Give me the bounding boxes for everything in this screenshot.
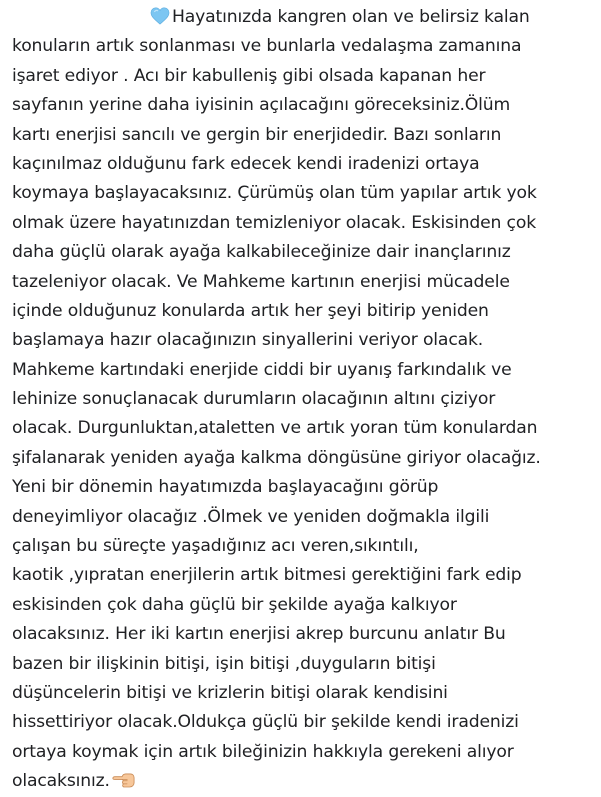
text-line bbox=[12, 3, 597, 32]
text-line: olacaksınız. Her iki kartın enerjisi akrep burcunu anlatır Bu bbox=[12, 624, 506, 645]
text-line: tazeleniyor olacak. Ve Mahkeme kartının enerjisi mücadele bbox=[12, 271, 510, 292]
text-line: bazen bir ilişkinin bitişi, işin bitişi ,duyguların bitişi bbox=[12, 653, 436, 674]
text-line: düşüncelerin bitişi ve krizlerin bitişi olarak kendisini bbox=[12, 682, 448, 703]
text-line bbox=[12, 767, 597, 796]
text-line: başlamaya hazır olacağınızın sinyallerini veriyor olacak. bbox=[12, 330, 484, 351]
blue-heart-icon bbox=[150, 7, 170, 25]
text-line: hissettiriyor olacak.Oldukça güçlü bir şekilde kendi iradenizi bbox=[12, 712, 519, 733]
text-line: Mahkeme kartındaki enerjide ciddi bir uyanış farkındalık ve bbox=[12, 359, 512, 380]
line-text: Hayatınızda kangren olan ve belirsiz kalan bbox=[172, 7, 530, 27]
text-line: koymaya başlayacaksınız. Çürümüş olan tüm yapılar artık yok bbox=[12, 183, 537, 204]
text-line: olacak. Durgunluktan,ataletten ve artık yoran tüm konulardan bbox=[12, 418, 538, 439]
text-line: ortaya koymak için artık bileğinizin hakkıyla gerekeni alıyor bbox=[12, 741, 514, 762]
line-text: olacaksınız. bbox=[12, 771, 110, 792]
post-text bbox=[12, 3, 597, 797]
text-line: işaret ediyor . Acı bir kabulleniş gibi olsada kapanan her bbox=[12, 65, 486, 86]
text-line: deneyimliyor olacağız .Ölmek ve yeniden doğmakla ilgili bbox=[12, 506, 490, 527]
text-line: şifalanarak yeniden ayağa kalkma döngüsüne giriyor olacağız. bbox=[12, 447, 541, 468]
text-line: konuların artık sonlanması ve bunlarla vedalaşma zamanına bbox=[12, 36, 522, 57]
text-line: lehinize sonuçlanacak durumların olacağının altını çiziyor bbox=[12, 389, 496, 410]
backhand-index-pointing-left-icon bbox=[111, 770, 135, 790]
text-line: Yeni bir dönemin hayatımızda başlayacağını görüp bbox=[12, 477, 439, 498]
text-line: eskisinden çok daha güçlü bir şekilde ayağa kalkıyor bbox=[12, 594, 457, 615]
text-line: daha güçlü olarak ayağa kalkabileceğinize dair inançlarınız bbox=[12, 242, 511, 263]
text-line: olmak üzere hayatınızdan temizleniyor olacak. Eskisinden çok bbox=[12, 212, 537, 233]
text-line: içinde olduğunuz konularda artık her şeyi bitirip yeniden bbox=[12, 300, 489, 321]
text-line: kaotik ,yıpratan enerjilerin artık bitmesi gerektiğini fark edip bbox=[12, 565, 522, 586]
text-line: çalışan bu süreçte yaşadığınız acı veren,sıkıntılı, bbox=[12, 536, 419, 557]
text-line: sayfanın yerine daha iyisinin açılacağını göreceksiniz.Ölüm bbox=[12, 95, 511, 116]
text-line: kartı enerjisi sancılı ve gergin bir enerjidedir. Bazı sonların bbox=[12, 124, 502, 145]
text-line: kaçınılmaz olduğunu fark edecek kendi iradenizi ortaya bbox=[12, 153, 480, 174]
